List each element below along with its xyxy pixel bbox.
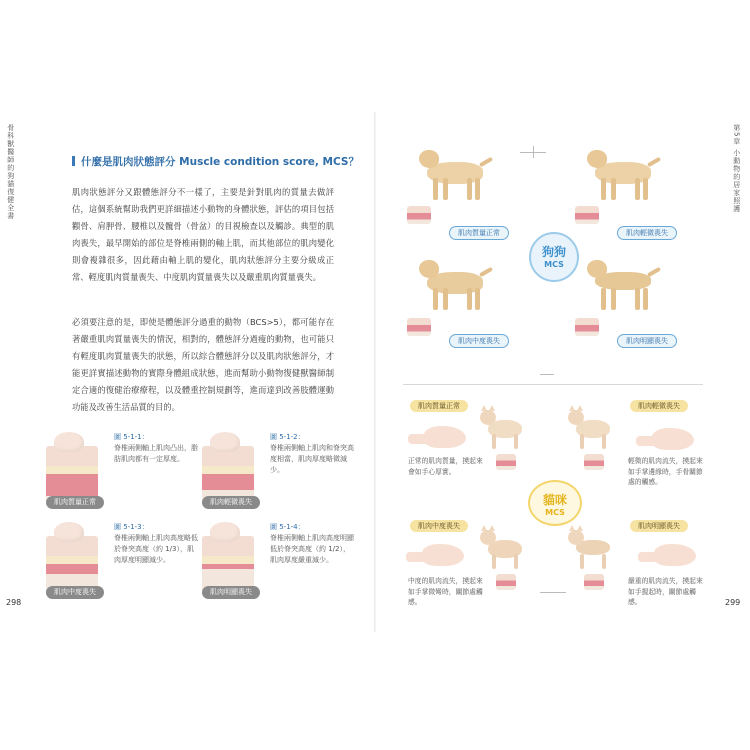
figure-title: 圖 5-1-1： xyxy=(114,433,149,441)
dog-illustration xyxy=(587,258,667,310)
dog-label-mild: 肌肉輕微喪失 xyxy=(617,226,677,240)
figure-tag: 肌肉中度喪失 xyxy=(46,586,104,599)
hand-illustration xyxy=(422,544,464,566)
figure-5-1-4 xyxy=(202,522,357,602)
dog-label-normal: 肌肉質量正常 xyxy=(449,226,509,240)
finger-illustration xyxy=(210,522,240,542)
figure-5-1-3 xyxy=(46,522,201,602)
left-page xyxy=(0,112,375,632)
dog-illustration xyxy=(419,148,499,200)
cat-illustration xyxy=(568,528,618,570)
dog-label-moderate: 肌肉中度喪失 xyxy=(449,334,509,348)
badge-subtitle: MCS xyxy=(544,260,564,269)
figure-title: 圖 5-1-4： xyxy=(270,523,305,531)
hand-illustration xyxy=(424,426,466,448)
dog-label-severe: 肌肉明顯喪失 xyxy=(617,334,677,348)
figure-title: 圖 5-1-3： xyxy=(114,523,149,531)
right-running-head: 第5章 小動物的居家照護 xyxy=(732,124,741,213)
heading-bar xyxy=(72,156,75,166)
cat-label-mild: 肌肉輕微喪失 xyxy=(630,400,688,412)
badge-subtitle: MCS xyxy=(545,508,565,517)
figure-text: 脊椎兩側軸上肌肉高度明顯低於脊突高度（約 1/2），肌肉厚度嚴重減少。 xyxy=(270,534,354,564)
figure-tag: 肌肉明顯喪失 xyxy=(202,586,260,599)
left-running-head: 骨科獸醫師的狗貓復健全書 xyxy=(6,124,15,220)
finger-illustration xyxy=(54,432,84,452)
heading-text: 什麼是肌肉狀態評分 Muscle condition score, MCS？ xyxy=(81,156,359,168)
cat-mcs-badge xyxy=(528,480,582,526)
section-divider xyxy=(403,384,703,385)
paragraph-1: 肌肉狀態評分又跟體態評分不一樣了，主要是針對肌肉的質量去做評估，這個系統幫助我們更詳細描述小動物的身體狀態，評估的項目包括顴骨、肩胛骨、腰椎以及髖骨（骨盆）的目視檢查以及觸診。典型的肌肉喪失，最早開始的部位是脊椎兩側的軸上肌，而其他部位的肌肉變化則會複雜很多，因此藉由軸上肌的變化，肌肉狀態評分主要分級成正常、輕度肌肉質量喪失、中度肌肉質量喪失以及嚴重肌肉質量喪失。 xyxy=(72,187,334,282)
figure-text: 脊椎兩側軸上肌肉和脊突高度相當，肌肉厚度略微減少。 xyxy=(270,444,354,474)
dog-illustration xyxy=(587,148,667,200)
figure-caption xyxy=(270,432,354,476)
tissue-cross-section xyxy=(584,454,604,470)
cat-label-severe: 肌肉明顯喪失 xyxy=(630,520,688,532)
figure-caption xyxy=(270,522,354,566)
badge-title: 狗狗 xyxy=(541,245,566,259)
finger-illustration xyxy=(210,432,240,452)
figure-tag: 肌肉質量正常 xyxy=(46,496,104,509)
dog-illustration xyxy=(419,258,499,310)
book-gutter xyxy=(374,112,376,632)
figure-tag: 肌肉輕微喪失 xyxy=(202,496,260,509)
dog-mcs-section xyxy=(403,112,703,362)
cat-illustration xyxy=(480,528,530,570)
hand-illustration xyxy=(652,428,694,450)
left-page-number: 298 xyxy=(6,598,22,607)
tissue-cross-section xyxy=(407,206,431,224)
cat-label-moderate: 肌肉中度喪失 xyxy=(410,520,468,532)
crop-mark xyxy=(540,592,566,593)
crop-mark xyxy=(540,374,554,375)
figure-caption xyxy=(114,432,198,465)
tissue-cross-section xyxy=(575,206,599,224)
section-heading xyxy=(72,154,362,169)
cat-illustration xyxy=(568,408,618,450)
tissue-cross-section xyxy=(584,574,604,590)
figure-text: 脊椎兩側軸上肌肉高度略低於脊突高度（約 1/3），肌肉厚度明顯減少。 xyxy=(114,534,198,564)
figure-5-1-2 xyxy=(202,432,357,512)
tissue-cross-section xyxy=(496,454,516,470)
cat-caption-normal: 正常的肌肉質量，摸起來會如手心厚實。 xyxy=(408,457,483,476)
paragraph-2: 必須要注意的是，即使是體態評分過重的動物（BCS>5），都可能存在著嚴重肌肉質量喪失的情況，相對的，體態評分過瘦的動物，也可能只有輕度肌肉質量喪失的狀態，所以綜合體態評分以及肌肉狀態評分，才能更詳實描述動物的實際身體組成狀態，進而幫助小動物復健獸醫師制定合適的復健治療療程，以及體重控制規劃等，進而達到改善肢體運動功能及改善生活品質的目的。 xyxy=(72,317,334,412)
dog-mcs-badge xyxy=(529,232,579,282)
tissue-cross-section xyxy=(496,574,516,590)
tissue-cross-section xyxy=(575,318,599,336)
cat-caption-mild: 輕微的肌肉流失，摸起來如手掌邊緣時，手骨關節處的觸感。 xyxy=(628,457,703,486)
figure-caption xyxy=(114,522,198,566)
figure-title: 圖 5-1-2： xyxy=(270,433,305,441)
cat-label-normal: 肌肉質量正常 xyxy=(410,400,468,412)
hand-illustration xyxy=(654,544,696,566)
figure-text: 脊椎兩側軸上肌肉凸出，脂肪肌肉都有一定厚度。 xyxy=(114,444,198,463)
cat-illustration xyxy=(480,408,530,450)
figure-5-1-1 xyxy=(46,432,201,512)
badge-title: 貓咪 xyxy=(542,493,567,507)
finger-illustration xyxy=(54,522,84,542)
tissue-cross-section xyxy=(407,318,431,336)
right-page-number: 299 xyxy=(725,598,741,607)
cat-caption-severe: 嚴重的肌肉流失，摸起來如手握起時，關節處觸感。 xyxy=(628,577,703,606)
crop-mark xyxy=(533,146,534,158)
cat-caption-moderate: 中度的肌肉流失，摸起來如手掌微彎時，關節處觸感。 xyxy=(408,577,483,606)
